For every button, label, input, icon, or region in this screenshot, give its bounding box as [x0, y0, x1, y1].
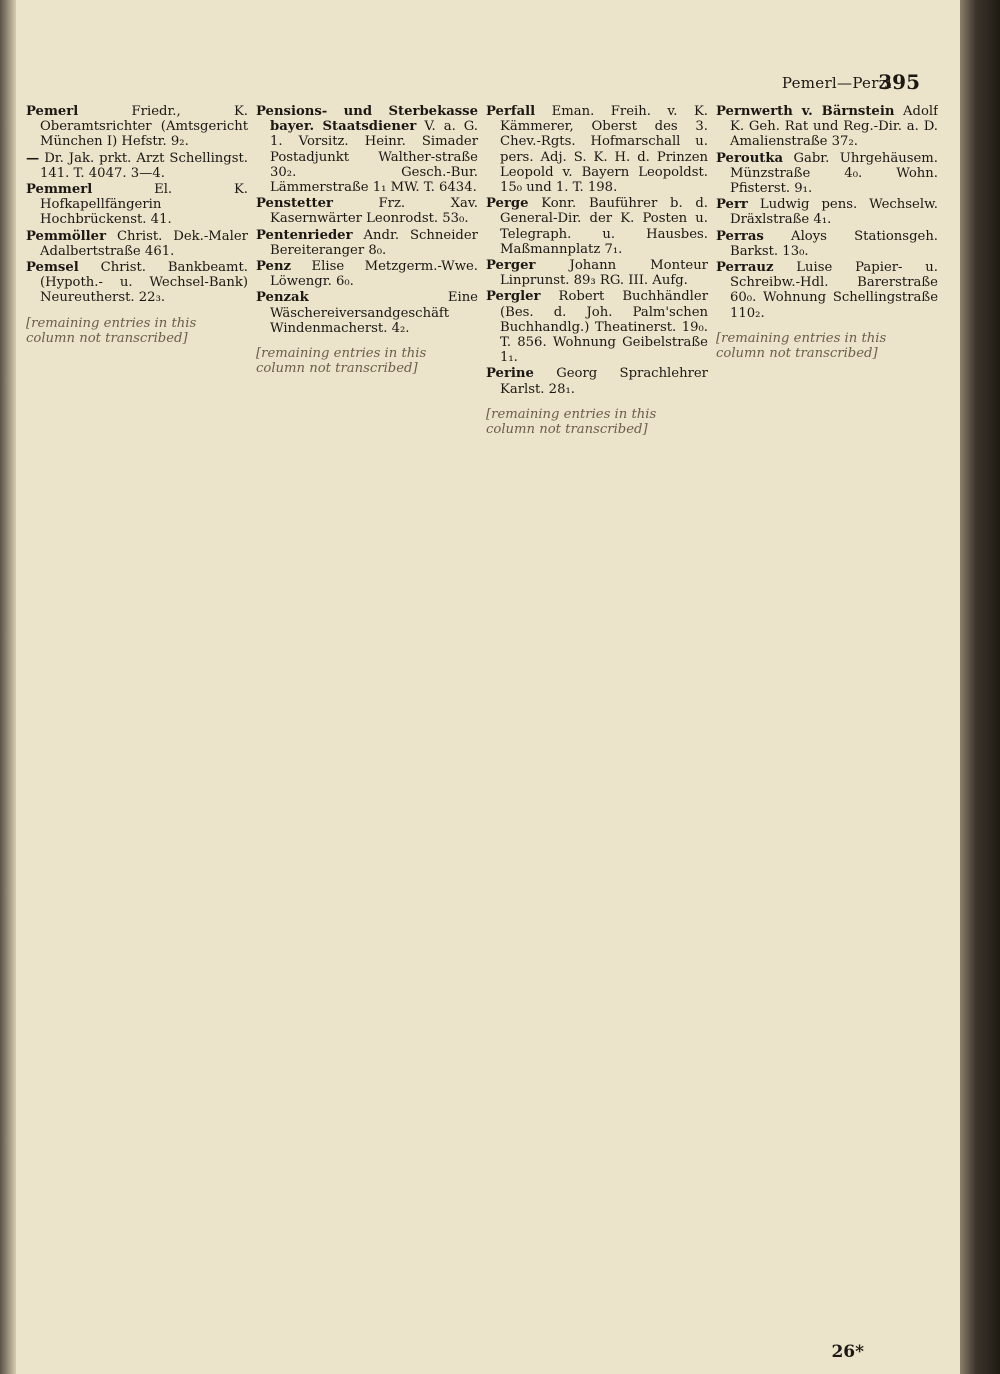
entry-name: Perger [486, 258, 536, 274]
entry-detail: Ludwig pens. Wechselw. Dräxlstraße 4₁. [730, 197, 938, 228]
entry-name: Perge [486, 196, 529, 212]
entry-detail: V. a. G. 1. Vorsitz. Heinr. Simader Postadjunkt Walther-straße 30₂. Gesch.-Bur. Lämmerstraße 1₁ MW. T. 6434. [270, 119, 479, 196]
entry-name: Perr [716, 197, 748, 213]
directory-entry [256, 290, 478, 336]
directory-entry [256, 196, 478, 226]
entry-detail: Johann Monteur Linprunst. 89₃ RG. III. Aufg. [500, 258, 708, 289]
entry-name: Pergler [486, 289, 541, 305]
entry-detail: Georg Sprachlehrer Karlst. 28₁. [500, 366, 708, 397]
directory-entry [256, 228, 478, 258]
entry-detail: Elise Metzgerm.-Wwe. Löwengr. 6₀. [270, 259, 478, 290]
entry-name: Pernwerth v. Bärnstein [716, 104, 895, 119]
printer-signature-mark: 26* [831, 1342, 864, 1362]
omitted-entries-note: [remaining entries in this column not transcribed] [716, 330, 887, 362]
entry-detail: Gabr. Uhrgehäusem. Münzstraße 4₀. Wohn. Pfisterst. 9₁. [730, 150, 938, 197]
entry-detail: Frz. Xav. Kasernwärter Leonrodst. 53₀. [270, 196, 478, 227]
directory-columns [26, 104, 938, 1332]
entry-detail: Adolf K. Geh. Rat und Reg.-Dir. a. D. Amalienstraße 37₂. [730, 104, 938, 150]
directory-entry [26, 260, 248, 306]
entry-detail: Dr. Jak. prkt. Arzt Schellingst. 141. T. 4047. 3—4. [40, 150, 248, 181]
directory-entry [486, 289, 708, 365]
entry-name: Pemmerl [26, 182, 93, 198]
running-head: Pemerl—Perzl [781, 74, 892, 92]
entry-name: Pemerl [26, 104, 79, 119]
book-binding-edge [960, 0, 1000, 1374]
directory-entry [716, 229, 938, 259]
page-number: 395 [878, 70, 920, 94]
omitted-entries-note: [remaining entries in this column not transcribed] [256, 346, 427, 377]
entry-detail: Robert Buchhändler (Bes. d. Joh. Palm'schen Buchhandlg.) Theatinerst. 19₀. T. 856. Wohnung Geibelstraße 1₁. [500, 289, 708, 366]
directory-entry [486, 366, 708, 396]
entry-detail: Eine Wäschereiversandgeschäft Windenmacherst. 4₂. [270, 290, 478, 336]
directory-column [716, 104, 938, 1332]
directory-entry [716, 104, 938, 150]
page-left-edge-shadow [0, 0, 16, 1374]
entry-name: — [26, 150, 40, 166]
entry-detail: El. K. Hofkapellfängerin Hochbrückenst. 41. [40, 182, 248, 228]
directory-column [256, 104, 478, 1332]
entry-detail: Aloys Stationsgeh. Barkst. 13₀. [730, 228, 938, 259]
directory-entry [716, 260, 938, 321]
directory-entry [486, 104, 708, 195]
directory-entry [256, 104, 478, 195]
directory-entry [716, 197, 938, 227]
directory-entry [716, 151, 938, 197]
directory-column [26, 104, 248, 1332]
entry-name: Pensions- und Sterbekasse bayer. Staatsdiener [256, 104, 478, 135]
entry-detail: Luise Papier- u. Schreibw.-Hdl. Barerstraße 60₀. Wohnung Schellingstraße 110₂. [730, 260, 938, 321]
entry-name: Perfall [486, 104, 536, 119]
omitted-entries-note: [remaining entries in this column not transcribed] [26, 315, 197, 346]
entry-name: Penz [256, 259, 292, 275]
directory-entry [26, 182, 248, 228]
entry-name: Pemsel [26, 260, 79, 276]
entry-detail: Christ. Dek.-Maler Adalbertstraße 461. [40, 228, 248, 259]
entry-name: Pemmöller [26, 228, 107, 244]
omitted-entries-note: [remaining entries in this column not transcribed] [486, 406, 657, 438]
entry-name: Pentenrieder [256, 227, 353, 243]
directory-entry [486, 258, 708, 288]
entry-name: Perine [486, 366, 534, 382]
directory-entry [486, 196, 708, 257]
entry-name: Penstetter [256, 196, 333, 212]
entry-detail: Christ. Bankbeamt. (Hypoth.- u. Wechsel-Bank) Neureutherst. 22₃. [40, 260, 248, 306]
directory-entry [26, 229, 248, 259]
entry-detail: Konr. Bauführer b. d. General-Dir. der K. Posten u. Telegraph. u. Hausbes. Maßmannplatz 7₁. [500, 196, 708, 257]
entry-name: Peroutka [716, 150, 784, 166]
directory-entry [256, 259, 478, 289]
directory-entry [26, 151, 248, 181]
entry-detail: Friedr., K. Oberamtsrichter (Amtsgericht München I) Hefstr. 9₂. [40, 104, 248, 150]
entry-name: Penzak [256, 290, 309, 306]
entry-detail: Andr. Schneider Bereiteranger 8₀. [270, 227, 478, 258]
directory-entry [26, 104, 248, 150]
entry-name: Perras [716, 228, 764, 244]
directory-column [486, 104, 708, 1332]
entry-name: Perrauz [716, 260, 774, 276]
entry-detail: Eman. Freih. v. K. Kämmerer, Oberst des 3. Chev.-Rgts. Hofmarschall u. pers. Adj. S. K. H. d. Prinzen Leopold v. Bayern Leopoldst. 15₀ und 1. T. 198. [500, 104, 708, 196]
